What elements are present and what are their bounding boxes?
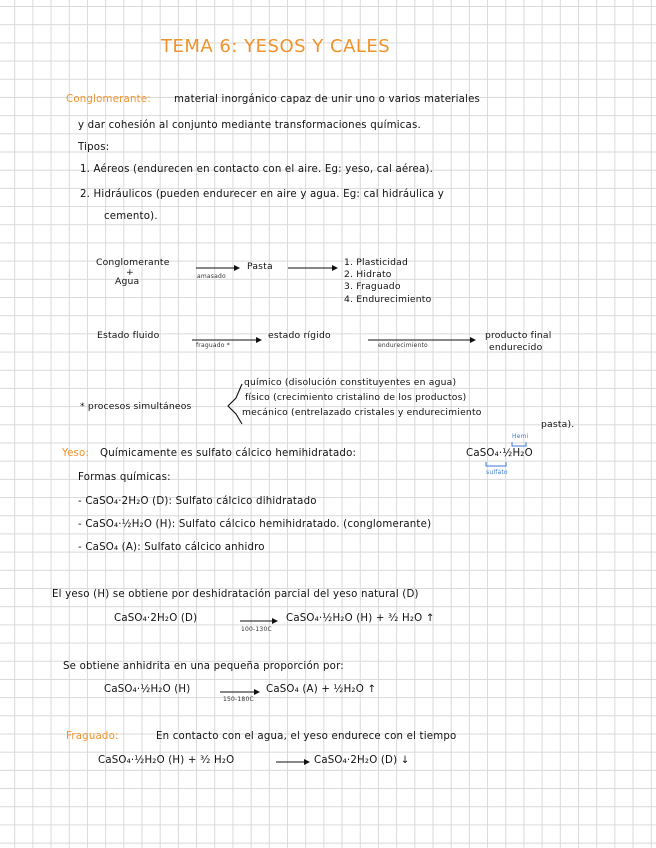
brace-procesos [228, 384, 242, 424]
obtencion-condition: 100-130C [241, 626, 272, 633]
arrow-pasta-to-properties [288, 265, 338, 271]
diagram1-agua: Agua [115, 276, 140, 287]
arrow-anhidrita [220, 689, 260, 695]
tipo-hidraulicos-line2: cemento). [104, 211, 158, 222]
yeso-term: Yeso: [62, 448, 90, 459]
conglomerante-term: Conglomerante: [66, 94, 151, 105]
diagram1-prop-4: 4. Endurecimiento [344, 294, 432, 305]
diagram1-prop-1: 1. Plasticidad [344, 257, 409, 268]
arrow-amasado [196, 265, 240, 271]
arrow-endurecimiento [368, 337, 476, 343]
diagram2-endurecido: endurecido [489, 342, 543, 353]
conglomerante-def-line2: y dar cohesión al conjunto mediante transformaciones químicas. [78, 120, 421, 131]
yeso-formula-brackets [486, 442, 526, 466]
conglomerante-def-line1: material inorgánico capaz de unir uno o varios materiales [174, 94, 481, 105]
diagram1-prop-2: 2. Hidrato [344, 269, 392, 280]
diagram1-pasta: Pasta [247, 261, 273, 272]
diagram2-endurecimiento-label: endurecimiento [378, 342, 428, 349]
yeso-formula: CaSO₄·½H₂O [466, 448, 533, 459]
obtencion-text: El yeso (H) se obtiene por deshidratación parcial del yeso natural (D) [52, 589, 419, 600]
page-title: TEMA 6: YESOS Y CALES [161, 36, 391, 57]
yeso-definition: Químicamente es sulfato cálcico hemihidratado: [100, 448, 357, 459]
formas-quimicas-label: Formas químicas: [78, 472, 171, 483]
diagram2-fraguado-label: fraguado * [196, 342, 230, 349]
tipo-hidraulicos-line1: 2. Hidráulicos (pueden endurecer en aire y agua. Eg: cal hidráulica y [80, 189, 444, 200]
proceso-mecanico-line1: mecánico (entrelazado cristales y endurecimiento [242, 407, 482, 418]
yeso-annotation-hemi: Hemi [512, 433, 529, 440]
arrow-fraguado-reaction [276, 759, 310, 765]
anhidrita-condition: 150-180C [223, 696, 254, 703]
tipo-aereos: 1. Aéreos (endurecen en contacto con el aire. Eg: yeso, cal aérea). [80, 164, 434, 175]
procesos-label: * procesos simultáneos [80, 401, 192, 412]
anhidrita-reactant: CaSO₄·½H₂O (H) [104, 684, 191, 695]
diagram2-estado-rigido: estado rígido [268, 330, 331, 341]
forma-hemihidratado: - CaSO₄·½H₂O (H): Sulfato cálcico hemihidratado. (conglomerante) [78, 519, 432, 530]
proceso-fisico: físico (crecimiento cristalino de los productos) [245, 392, 467, 403]
fraguado-products: CaSO₄·2H₂O (D) ↓ [314, 755, 410, 766]
proceso-mecanico-line2: pasta). [541, 419, 575, 430]
diagram2-producto-final: producto final [485, 330, 552, 341]
arrow-fraguado [192, 337, 262, 343]
diagram1-conglomerante: Conglomerante [96, 257, 170, 268]
forma-dihidratado: - CaSO₄·2H₂O (D): Sulfato cálcico dihidratado [78, 496, 317, 507]
diagram1-arrow-label: amasado [197, 273, 226, 280]
obtencion-reactant: CaSO₄·2H₂O (D) [114, 613, 198, 624]
fraguado-text: En contacto con el agua, el yeso endurece con el tiempo [156, 731, 457, 742]
yeso-annotation-sulfato: sulfato [486, 469, 508, 476]
diagram1-prop-3: 3. Fraguado [344, 281, 401, 292]
anhidrita-products: CaSO₄ (A) + ½H₂O ↑ [266, 684, 377, 695]
fraguado-reactants: CaSO₄·½H₂O (H) + ³⁄₂ H₂O [98, 755, 235, 766]
anhidrita-text: Se obtiene anhidrita en una pequeña proporción por: [63, 661, 344, 672]
tipos-label: Tipos: [78, 142, 110, 153]
proceso-quimico: químico (disolución constituyentes en agua) [244, 377, 457, 388]
diagram2-estado-fluido: Estado fluido [97, 330, 160, 341]
arrow-obtencion [240, 618, 278, 624]
forma-anhidro: - CaSO₄ (A): Sulfato cálcico anhidro [78, 542, 265, 553]
obtencion-products: CaSO₄·½H₂O (H) + ³⁄₂ H₂O ↑ [286, 613, 435, 624]
fraguado-term: Fraguado: [66, 731, 119, 742]
diagram1-plus: + [126, 267, 134, 278]
